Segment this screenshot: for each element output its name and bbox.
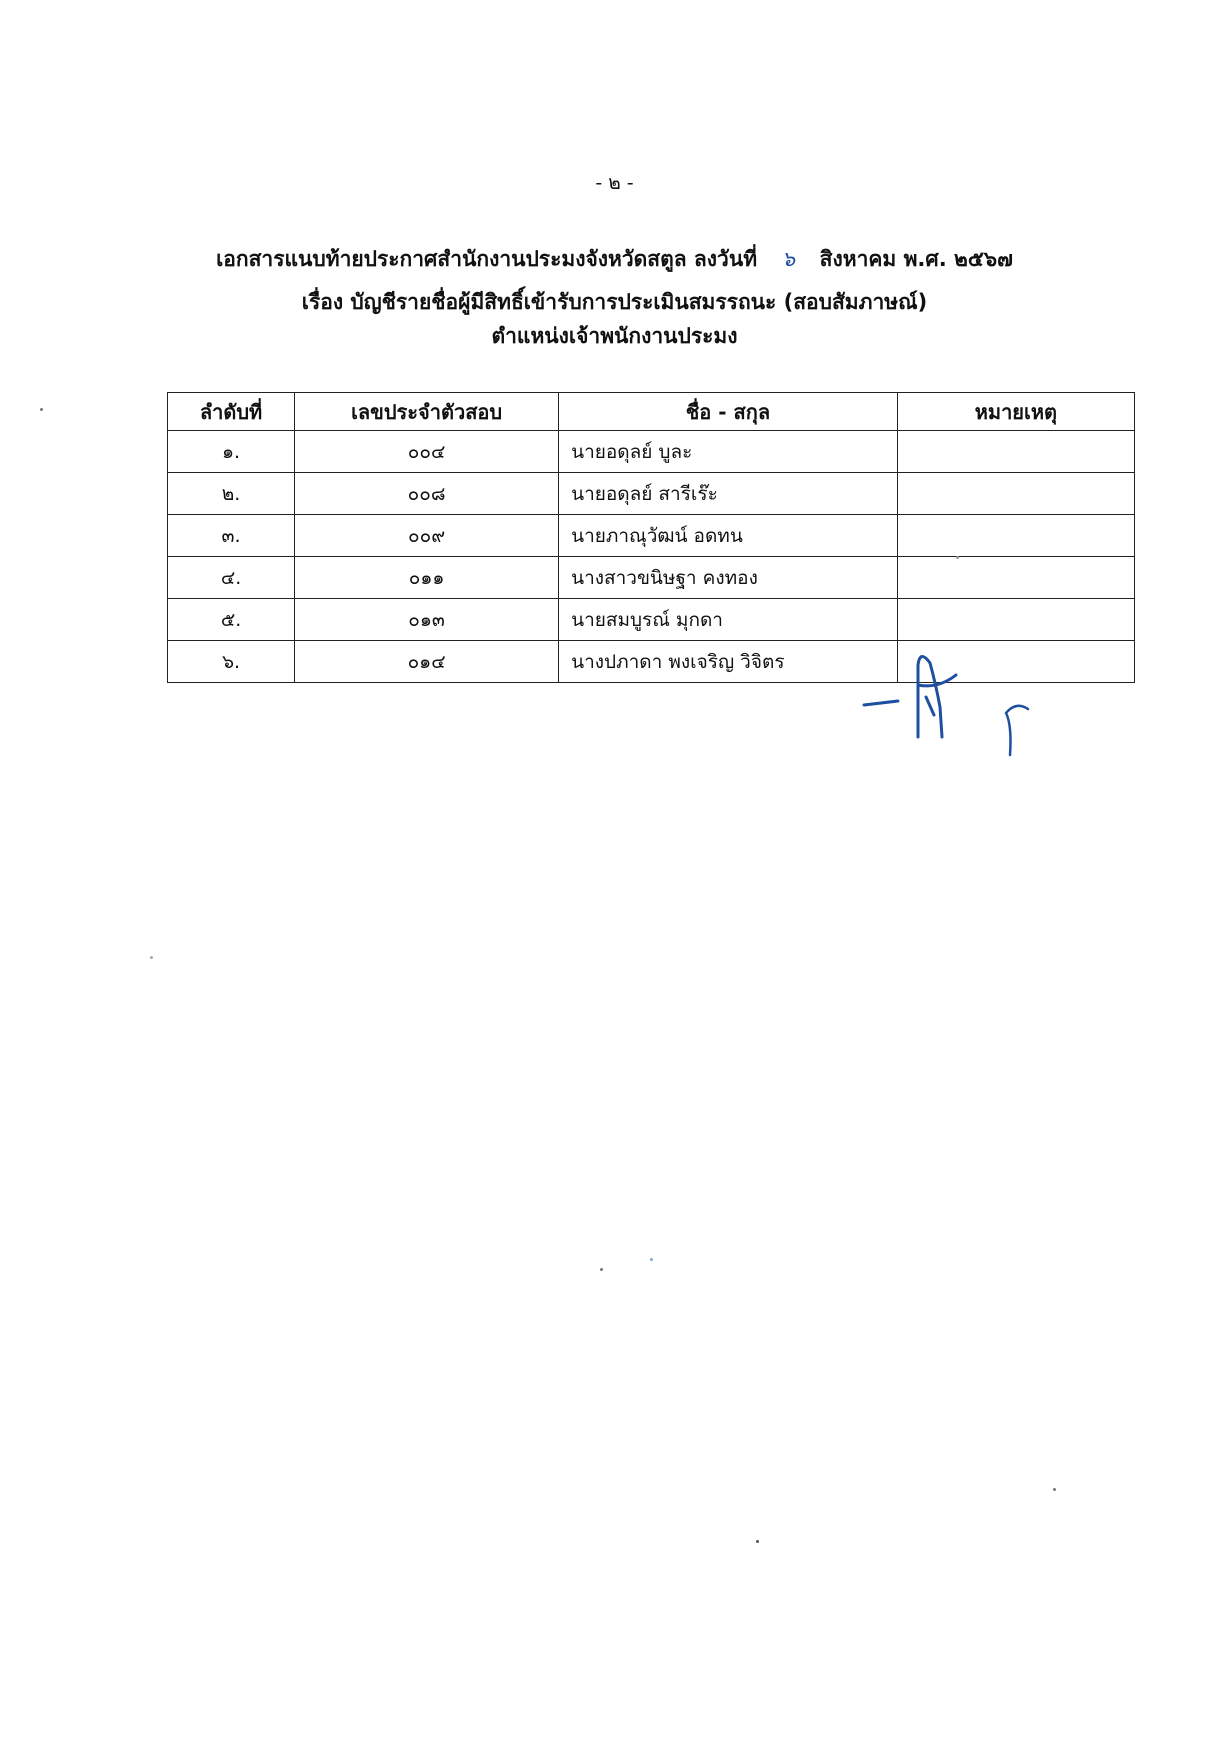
cell-exam-id: ๐๐๙ bbox=[295, 515, 559, 557]
cell-exam-id: ๐๑๑ bbox=[295, 557, 559, 599]
scan-speck bbox=[1053, 1488, 1056, 1491]
cell-name: นายภาณุวัฒน์ อดทน bbox=[559, 515, 898, 557]
heading-position: ตำแหน่งเจ้าพนักงานประมง bbox=[491, 324, 738, 348]
candidate-table bbox=[167, 392, 1135, 683]
cell-name: นางปภาดา พงเจริญ วิจิตร bbox=[559, 641, 898, 683]
column-header-name: ชื่อ - สกุล bbox=[559, 393, 898, 431]
cell-name: นายอดุลย์ สารีเร๊ะ bbox=[559, 473, 898, 515]
column-header-exam-id: เลขประจำตัวสอบ bbox=[295, 393, 559, 431]
cell-name: นางสาวขนิษฐา คงทอง bbox=[559, 557, 898, 599]
cell-exam-id: ๐๐๘ bbox=[295, 473, 559, 515]
cell-exam-id: ๐๑๔ bbox=[295, 641, 559, 683]
scan-speck bbox=[756, 1540, 759, 1543]
cell-seq: ๒. bbox=[168, 473, 295, 515]
column-header-seq: ลำดับที่ bbox=[168, 393, 295, 431]
heading-line-1 bbox=[0, 243, 1229, 276]
scan-speck bbox=[650, 1258, 653, 1261]
cell-note bbox=[897, 515, 1134, 557]
scan-speck bbox=[600, 1268, 603, 1271]
cell-seq: ๕. bbox=[168, 599, 295, 641]
heading-subject: เรื่อง บัญชีรายชื่อผู้มีสิทธิ์เข้ารับการประเมินสมรรถนะ (สอบสัมภาษณ์) bbox=[301, 290, 928, 314]
cell-seq: ๓. bbox=[168, 515, 295, 557]
cell-seq: ๖. bbox=[168, 641, 295, 683]
table-row bbox=[168, 473, 1135, 515]
cell-note bbox=[897, 599, 1134, 641]
scan-speck bbox=[956, 556, 959, 559]
scan-speck bbox=[150, 956, 153, 959]
cell-note bbox=[897, 473, 1134, 515]
heading-title: เอกสารแนบท้ายประกาศสำนักงานประมงจังหวัดสตูล ลงวันที่ bbox=[216, 247, 758, 271]
table-row bbox=[168, 599, 1135, 641]
cell-note bbox=[897, 431, 1134, 473]
column-header-note: หมายเหตุ bbox=[897, 393, 1134, 431]
cell-note bbox=[897, 557, 1134, 599]
cell-exam-id: ๐๐๔ bbox=[295, 431, 559, 473]
table-row bbox=[168, 515, 1135, 557]
cell-name: นายสมบูรณ์ มุกดา bbox=[559, 599, 898, 641]
handwritten-initials-signature bbox=[860, 645, 1050, 760]
heading-date: สิงหาคม พ.ศ. ๒๕๖๗ bbox=[819, 247, 1013, 271]
cell-seq: ๑. bbox=[168, 431, 295, 473]
cell-seq: ๔. bbox=[168, 557, 295, 599]
cell-name: นายอดุลย์ บูละ bbox=[559, 431, 898, 473]
table-row bbox=[168, 557, 1135, 599]
handwritten-day: ๖ bbox=[781, 247, 796, 271]
scan-speck bbox=[40, 408, 43, 411]
table-row bbox=[168, 431, 1135, 473]
table-header-row bbox=[168, 393, 1135, 431]
page-number: - ๒ - bbox=[595, 172, 634, 194]
cell-exam-id: ๐๑๓ bbox=[295, 599, 559, 641]
